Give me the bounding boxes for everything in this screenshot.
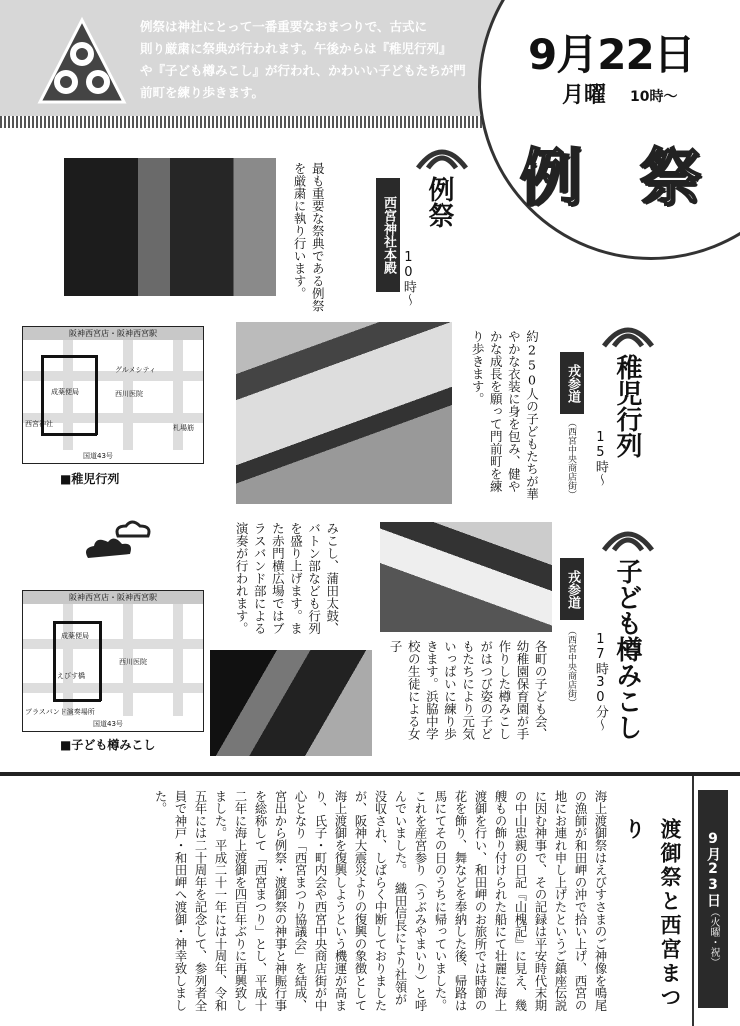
event-time: 10時～	[630, 89, 678, 105]
footer-date-sub: （火曜・祝）	[708, 907, 719, 967]
reisai-place-badge: 西宮神社本殿	[376, 178, 400, 292]
chigo-place-badge: 戎参道	[560, 352, 584, 414]
intro-line: 例祭は神社にとって一番重要なおまつりで、古式に	[140, 19, 428, 34]
intro-line: や『子ども樽みこし』が行われ、かわいい子どもたちが門	[140, 63, 466, 78]
map-bottom-label: 国道43号	[93, 720, 123, 728]
map-label: グルメシティ	[115, 366, 157, 374]
taru-place-sub: （西宮中央商店街）	[566, 626, 577, 707]
taru-description-cont: みこし、蒲田太鼓、バトン部なども行列を盛り上げます。また赤門横広場ではブラスバンド部による演奏が行われます。	[234, 522, 340, 635]
reisai-description: 最も重要な祭典である例祭を厳粛に執り行います。	[292, 162, 326, 312]
shrine-crest-emblem	[36, 16, 128, 110]
reisai-title: 例祭	[424, 176, 454, 228]
chigo-time: 15時～	[592, 430, 608, 486]
map-label: ブラスバンド演奏場所	[25, 708, 95, 716]
chigo-title: 稚児行列	[612, 354, 642, 458]
wave-icon	[412, 140, 472, 170]
chigo-description: 約250人の子どもたちが華やかな衣装に身を包み、健やかな成長を願って門前町を練り歩きます。	[470, 330, 540, 500]
taru-parade-photo	[380, 522, 552, 632]
map-bottom-label: 国道43号	[83, 452, 113, 460]
footer-title: 渡御祭と西宮まつり	[622, 818, 683, 1010]
taru-time: 17時30分～	[592, 632, 608, 731]
footer-right-rule	[692, 776, 694, 1026]
taru-description: 各町の子ども会、幼稚園保育園が手作りした樽みこしがはつび姿の子どもたちにより元気いっぱいに練り歩きます。浜脇中学校の生徒による女子	[388, 640, 549, 740]
footer-body: 海上渡御祭はえびすさまのご神像を鳴尾の漁師が和田岬の沖で拾い上げ、西宮の地にお連れ申し上げたというご鎮座伝説に因む神事で、その記録は平安時代末期の中山忠親の日記『山槐記』に見え、幾艘もの飾り付けられた船にて壮麗に海上渡御を行い、和田岬のお旅所では時節の花を飾り、舞などを奉納した後、帰路は馬にてその日のうちに帰っていました。これを産宮参り（うぶみやまいり）と呼んでいました。 織田信長により社領が没収され、しばらく中断しておりましたが、阪神大震災よりの復興の象徴として海上渡御を復興しようという機運が高まり、氏子・町内会や西宮中央商店街が中心となり「西宮まつり協議会」を結成、宮出から例祭・渡御祭の神事と神賑行事を総称して「西宮まつり」とし、平成十二年に海上渡御を四百年ぶりに再興致しました。平成二十一年には十周年、令和五年には二十周年を記念して、参列者全員で神戸・和田岬へ渡御・神幸致しました。	[153, 790, 607, 1012]
map-top-label: 阪神西宮店・阪神西宮駅	[23, 591, 203, 604]
chigo-route-map	[22, 326, 204, 464]
intro-line: 則り厳粛に祭典が行われます。午後からは『稚児行列』	[140, 41, 452, 56]
map-label: えびす橋	[57, 672, 85, 680]
map-label: 西川医院	[119, 658, 147, 666]
chigo-map-caption: ■稚児行列	[60, 472, 120, 486]
map-label: 西宮神社	[25, 420, 53, 428]
map-label: 札場筋	[173, 424, 194, 432]
footer-date-badge	[698, 790, 728, 1008]
chigo-parade-photo	[236, 322, 452, 504]
chigo-place-sub: （西宮中央商店街）	[566, 418, 577, 499]
map-top-label: 阪神西宮店・阪神西宮駅	[23, 327, 203, 340]
cloud-ornament-icon	[78, 518, 158, 564]
event-date: 9月22日	[528, 30, 695, 79]
map-label: 成薬便局	[51, 388, 79, 396]
taru-title: 子ども樽みこし	[612, 558, 642, 740]
taru-route-map	[22, 590, 204, 732]
taru-place-badge: 戎参道	[560, 558, 584, 620]
footer-divider	[0, 772, 740, 776]
map-label: 西川医院	[115, 390, 143, 398]
shrine-photo	[64, 158, 276, 296]
event-weekday: 月曜	[562, 83, 607, 108]
wave-icon	[598, 522, 658, 552]
intro-text	[140, 16, 500, 104]
wave-icon	[598, 318, 658, 348]
footer-date: 9月23日	[705, 831, 721, 907]
reisai-time: 10時～	[400, 250, 416, 306]
main-title: 例 祭	[520, 141, 720, 214]
taru-night-photo	[210, 650, 372, 756]
map-label: 成薬便局	[61, 632, 89, 640]
intro-line: 前町を練り歩きます。	[140, 85, 265, 100]
taru-map-caption: ■子ども樽みこし	[60, 738, 156, 752]
